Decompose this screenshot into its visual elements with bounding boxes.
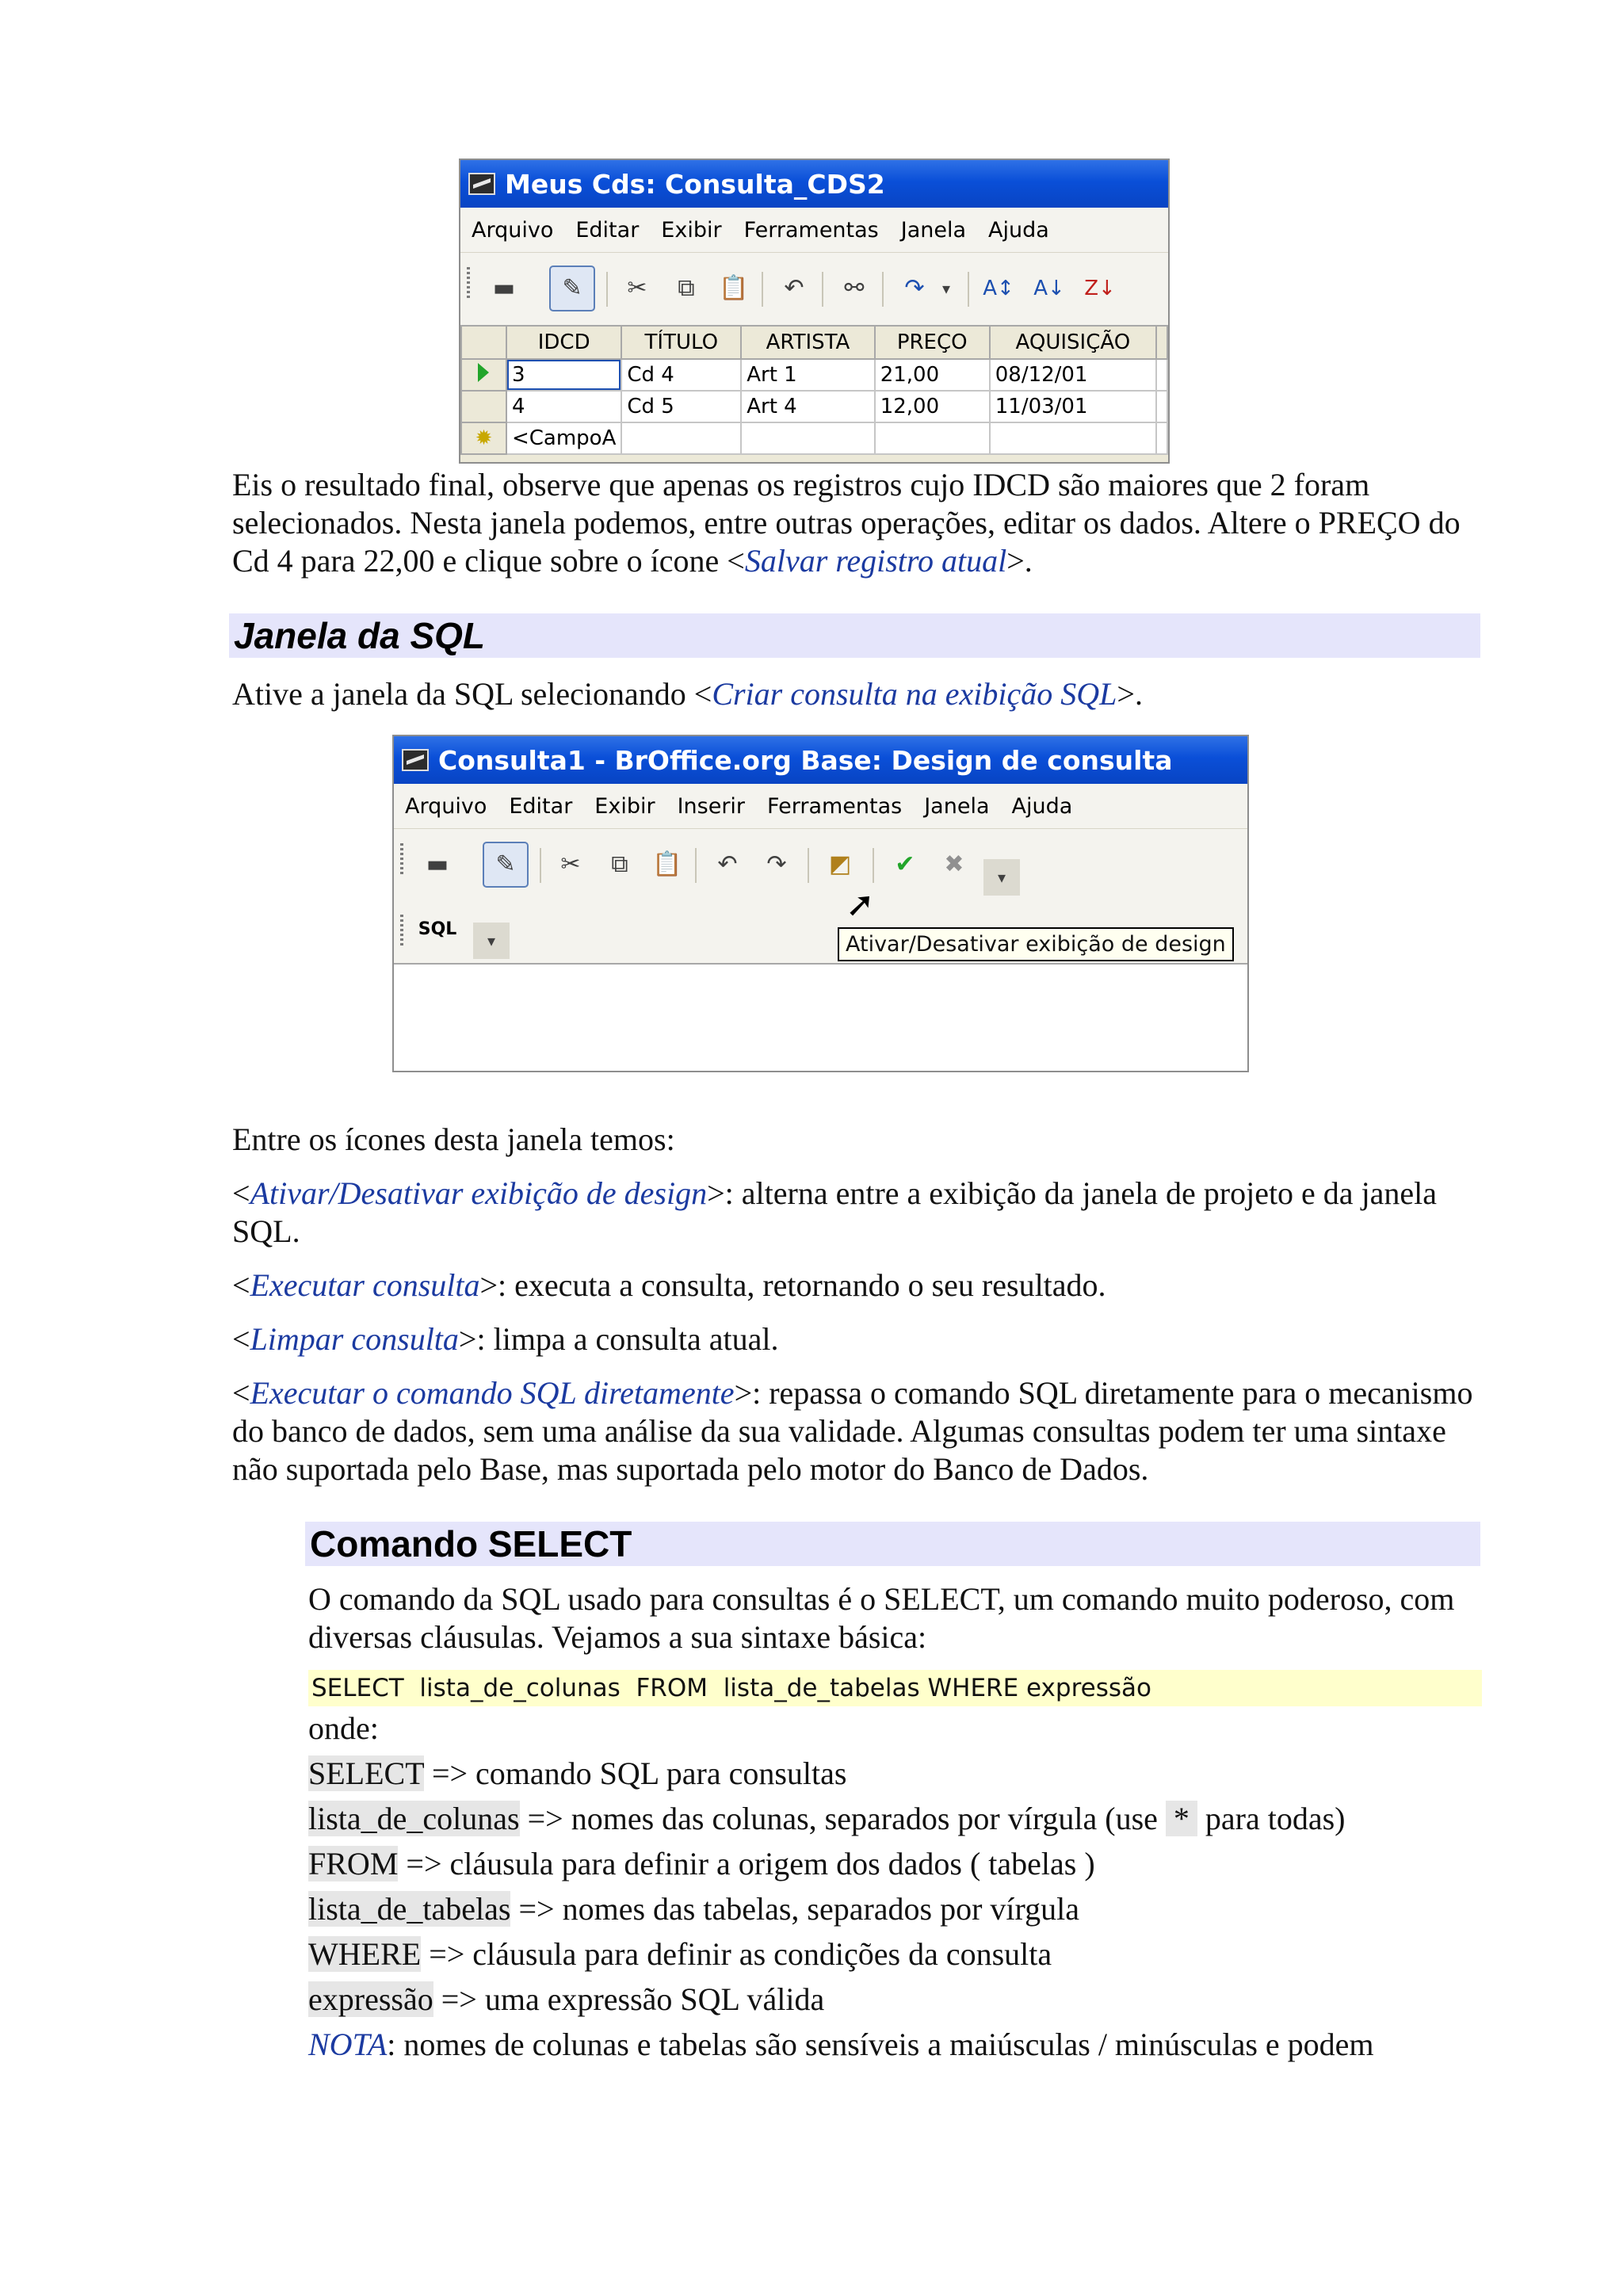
toggle-design-view-icon[interactable]: ◩ xyxy=(828,850,852,878)
app-icon xyxy=(402,749,429,771)
edit-icon[interactable]: ✎ xyxy=(483,842,529,888)
grid-cell[interactable]: 08/12/01 xyxy=(990,359,1156,391)
keyword: expressão xyxy=(308,1981,433,2017)
item-text: >: alterna entre a exibição da janela de projeto e da janela SQL. xyxy=(232,1175,1438,1249)
data-grid xyxy=(460,325,1168,455)
toolbar-separator xyxy=(882,272,884,307)
run-query-link[interactable]: Executar consulta xyxy=(250,1267,480,1303)
find-binoculars-icon[interactable]: ⚯ xyxy=(844,274,865,302)
toolbar-separator xyxy=(873,848,874,883)
toolbar-separator xyxy=(808,848,809,883)
onde-label: onde: xyxy=(308,1710,379,1746)
menu-editar[interactable]: Editar xyxy=(509,793,573,819)
note-label: NOTA xyxy=(308,2027,388,2062)
paragraph-text: Ative a janela da SQL selecionando < xyxy=(232,676,712,712)
column-header[interactable]: ARTISTA xyxy=(741,326,874,359)
toggle-design-link[interactable]: Ativar/Desativar exibição de design xyxy=(250,1175,708,1211)
grid-cell[interactable]: 21,00 xyxy=(875,359,990,391)
activate-sql-paragraph xyxy=(232,675,1484,713)
save-record-icon[interactable]: ▬ xyxy=(492,274,516,302)
cut-icon[interactable]: ✂ xyxy=(560,850,581,878)
sort-icon[interactable]: A↕ xyxy=(983,277,1014,300)
note-paragraph xyxy=(308,2026,1497,2064)
grid-cell-new[interactable]: <CampoA xyxy=(506,422,621,454)
grid-cell[interactable] xyxy=(621,422,741,454)
table-row[interactable] xyxy=(461,391,1167,422)
definition-expression xyxy=(308,1981,1560,2019)
definition-column-list xyxy=(308,1800,1560,1838)
grid-cell[interactable]: Cd 4 xyxy=(621,359,741,391)
grid-filler xyxy=(1156,326,1167,359)
paragraph-text: Eis o resultado final, observe que apenas os registros cujo IDCD são maiores que 2 foram selecionados. Nesta janela podemos, entre outras operações, editar os dados. Altere o PREÇO do Cd 4 para 22,00 e clique sobre o ícone < xyxy=(232,467,1461,579)
grid-cell[interactable]: Cd 5 xyxy=(621,391,741,422)
item-text: >: executa a consulta, retornando o seu resultado. xyxy=(479,1267,1106,1303)
menu-exibir[interactable]: Exibir xyxy=(594,793,655,819)
window-titlebar[interactable] xyxy=(394,736,1247,784)
definition-where xyxy=(308,1935,1560,1973)
grid-corner xyxy=(461,326,506,359)
note-text: : nomes de colunas e tabelas são sensíveis a maiúsculas / minúsculas e podem xyxy=(387,2027,1374,2062)
grid-cell[interactable]: Art 1 xyxy=(741,359,874,391)
definition-text: => uma expressão SQL válida xyxy=(433,1981,825,2017)
current-row-arrow-icon xyxy=(478,363,489,382)
new-row-indicator[interactable] xyxy=(461,422,506,454)
grid-cell[interactable]: 3 xyxy=(506,359,621,391)
undo-icon[interactable]: ↶ xyxy=(717,850,738,878)
definition-text: => cláusula para definir as condições da consulta xyxy=(421,1936,1052,1972)
menu-ajuda[interactable]: Ajuda xyxy=(1011,793,1073,819)
keyword: lista_de_tabelas xyxy=(308,1891,511,1927)
definition-text: => nomes das colunas, separados por vírgula (use xyxy=(519,1801,1166,1836)
paragraph-text: >. xyxy=(1006,543,1033,579)
menu-inserir[interactable]: Inserir xyxy=(677,793,746,819)
menu-janela[interactable]: Janela xyxy=(900,217,967,243)
grid-header-row xyxy=(461,326,1167,359)
toolbar-separator xyxy=(695,848,697,883)
copy-icon[interactable]: ⧉ xyxy=(611,850,628,878)
column-header[interactable]: AQUISIÇÃO xyxy=(990,326,1156,359)
dropdown-arrow-icon[interactable]: ▾ xyxy=(941,279,951,298)
definition-from xyxy=(308,1845,1560,1883)
column-header[interactable]: IDCD xyxy=(506,326,621,359)
save-icon[interactable]: ▬ xyxy=(426,850,449,878)
clear-query-link[interactable]: Limpar consulta xyxy=(250,1321,459,1357)
menu-exibir[interactable]: Exibir xyxy=(661,217,722,243)
toolbar-separator xyxy=(968,272,969,307)
cut-icon[interactable]: ✂ xyxy=(627,274,647,302)
menu-ferramentas[interactable]: Ferramentas xyxy=(743,217,879,243)
menu-bar xyxy=(460,208,1168,252)
definition-text: => cláusula para definir a origem dos dados ( tabelas ) xyxy=(398,1846,1095,1881)
copy-icon[interactable]: ⧉ xyxy=(678,274,695,302)
paste-icon[interactable]: 📋 xyxy=(652,850,682,878)
undo-icon[interactable]: ↶ xyxy=(784,274,804,302)
window-title: Consulta1 - BrOffice.org Base: Design de consulta xyxy=(438,744,1173,776)
grid-cell[interactable] xyxy=(875,422,990,454)
toolbar-grip[interactable] xyxy=(400,843,403,875)
definition-text: para todas) xyxy=(1197,1801,1346,1836)
toolbar-overflow-icon[interactable]: ▾ xyxy=(473,923,510,959)
menu-arquivo[interactable]: Arquivo xyxy=(405,793,487,819)
icon-item-toggle-design: <Ativar/Desativar exibição de design>: alterna entre a exibição da janela de projeto e da janela SQL. xyxy=(232,1175,1438,1249)
new-record-star-icon: ✹ xyxy=(475,426,493,450)
row-header[interactable] xyxy=(461,391,506,422)
grid-cell[interactable]: 12,00 xyxy=(875,391,990,422)
menu-bar xyxy=(394,784,1247,828)
item-text: >: limpa a consulta atual. xyxy=(458,1321,779,1357)
section-heading: Janela da SQL xyxy=(229,613,1480,658)
new-record-row[interactable] xyxy=(461,422,1167,454)
toolbar xyxy=(394,828,1247,964)
grid-cell[interactable] xyxy=(990,422,1156,454)
paragraph-text: >. xyxy=(1117,676,1143,712)
menu-janela[interactable]: Janela xyxy=(924,793,990,819)
toolbar-grip[interactable] xyxy=(467,267,470,299)
table-row[interactable] xyxy=(461,359,1167,391)
window-titlebar[interactable] xyxy=(460,160,1168,208)
definition-text: => comando SQL para consultas xyxy=(423,1755,847,1791)
toolbar xyxy=(460,252,1168,326)
select-intro: O comando da SQL usado para consultas é o SELECT, um comando muito poderoso, com diversas cláusulas. Vejamos a sua sintaxe básica: xyxy=(308,1581,1455,1655)
clear-query-icon[interactable]: ✖ xyxy=(944,850,964,878)
icon-item-run-query: <Executar consulta>: executa a consulta, retornando o seu resultado. xyxy=(232,1267,1106,1303)
menu-editar[interactable]: Editar xyxy=(575,217,640,243)
keyword: FROM xyxy=(308,1846,399,1881)
menu-ajuda[interactable]: Ajuda xyxy=(988,217,1049,243)
keyword-asterisk: * xyxy=(1165,1801,1197,1836)
code-block: SELECT lista_de_colunas FROM lista_de_tabelas WHERE expressão xyxy=(308,1670,1482,1706)
column-header[interactable]: TÍTULO xyxy=(621,326,741,359)
menu-arquivo[interactable]: Arquivo xyxy=(472,217,554,243)
grid-filler xyxy=(1156,359,1167,391)
icon-item-run-sql-directly: <Executar o comando SQL diretamente>: repassa o comando SQL diretamente para o mecanismo do banco de dados, sem uma análise da sua validade. Algumas consultas podem ter uma sintaxe não suportada pelo Base, mas suportada pelo motor do Banco de Dados. xyxy=(232,1375,1473,1487)
mouse-cursor-icon: ➚ xyxy=(846,884,875,925)
toolbar-separator xyxy=(822,272,823,307)
section-heading: Comando SELECT xyxy=(305,1522,1480,1566)
grid-cell[interactable]: 4 xyxy=(506,391,621,422)
run-sql-directly-link[interactable]: Executar o comando SQL diretamente xyxy=(250,1375,735,1411)
tooltip: Ativar/Desativar exibição de design xyxy=(838,927,1234,961)
edit-data-icon[interactable]: ✎ xyxy=(549,266,595,311)
paste-icon[interactable]: 📋 xyxy=(719,274,749,302)
sql-editor-area[interactable] xyxy=(394,963,1247,1071)
grid-cell[interactable]: 11/03/01 xyxy=(990,391,1156,422)
window-title: Meus Cds: Consulta_CDS2 xyxy=(505,168,885,200)
grid-filler xyxy=(1156,422,1167,454)
redo-icon[interactable]: ↷ xyxy=(766,850,787,878)
sql-view-link[interactable]: Criar consulta na exibição SQL xyxy=(712,676,1117,712)
item-text: >: repassa o comando SQL diretamente para o mecanismo do banco de dados, sem uma análise da sua validade. Algumas consultas podem ter uma sintaxe não suportada pelo Base, mas suportada pelo motor do Banco de Dados. xyxy=(232,1375,1473,1487)
toolbar-separator xyxy=(606,272,608,307)
grid-cell[interactable] xyxy=(741,422,874,454)
toolbar-overflow-icon[interactable]: ▾ xyxy=(983,859,1020,896)
keyword: lista_de_colunas xyxy=(308,1801,520,1836)
result-paragraph xyxy=(232,466,1484,580)
run-sql-directly-icon[interactable]: SQL xyxy=(418,919,457,939)
query-result-window xyxy=(459,159,1170,464)
sort-ascending-icon[interactable]: A↓ xyxy=(1033,277,1065,300)
definition-table-list xyxy=(308,1890,1560,1928)
column-header[interactable]: PREÇO xyxy=(875,326,990,359)
keyword: WHERE xyxy=(308,1936,422,1972)
icons-intro: Entre os ícones desta janela temos: xyxy=(232,1121,675,1157)
definition-select xyxy=(308,1755,1560,1793)
grid-filler xyxy=(1156,391,1167,422)
grid-cell[interactable]: Art 4 xyxy=(741,391,874,422)
definition-text: => nomes das tabelas, separados por vírgula xyxy=(510,1891,1080,1927)
toolbar-grip[interactable] xyxy=(400,915,403,946)
toolbar-separator xyxy=(762,272,763,307)
keyword: SELECT xyxy=(308,1755,424,1791)
menu-ferramentas[interactable]: Ferramentas xyxy=(767,793,903,819)
sort-descending-icon[interactable]: Z↓ xyxy=(1084,277,1116,300)
toolbar-separator xyxy=(540,848,541,883)
query-design-window xyxy=(392,735,1249,1072)
run-query-icon[interactable]: ✔ xyxy=(895,850,915,878)
save-record-link[interactable]: Salvar registro atual xyxy=(744,543,1007,579)
icon-item-clear-query: <Limpar consulta>: limpa a consulta atual. xyxy=(232,1321,779,1357)
current-row-indicator[interactable] xyxy=(461,359,506,391)
app-icon xyxy=(468,173,495,195)
redo-icon[interactable]: ↷ xyxy=(904,274,925,302)
